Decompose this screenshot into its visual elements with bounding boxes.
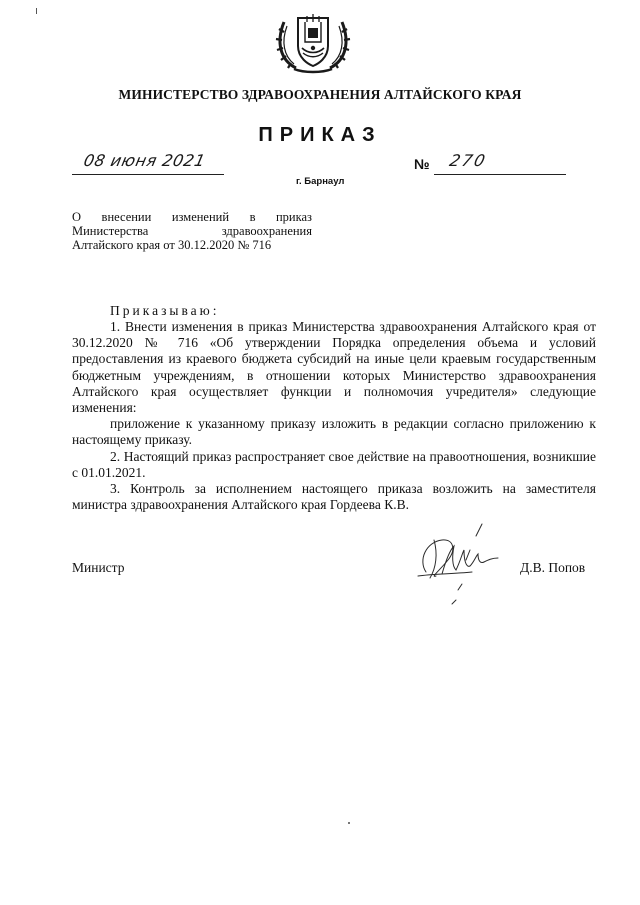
body-paragraph: 2. Настоящий приказ распространяет свое действие на правоотношения, возникшие с 01.01.2021. — [72, 448, 596, 480]
date-handwritten: 08 июня 2021 — [81, 151, 208, 170]
city-label: г. Барнаул — [296, 176, 345, 187]
subject-line: О внесении изменений в приказ — [72, 210, 312, 224]
coat-of-arms-emblem — [272, 8, 354, 74]
ministry-title: МИНИСТЕРСТВО ЗДРАВООХРАНЕНИЯ АЛТАЙСКОГО КРАЯ — [118, 87, 522, 102]
signatory-position: Министр — [72, 560, 125, 575]
number-label: № — [414, 156, 430, 172]
handwritten-signature — [412, 520, 512, 610]
order-word: Приказываю: — [110, 303, 220, 318]
body-paragraph: 3. Контроль за исполнением настоящего приказа возложить на заместителя министра здравоохранения Алтайского края Гордеева К.В. — [72, 481, 596, 513]
body-paragraph: приложение к указанному приказу изложить в редакции согласно приложению к настоящему приказу. — [72, 416, 596, 448]
subject-line: Алтайского края от 30.12.2020 № 716 — [72, 238, 272, 252]
document-body — [72, 319, 596, 513]
body-paragraph: 1. Внести изменения в приказ Министерства здравоохранения Алтайского края от 30.12.2020 № 716 «Об утверждении Порядка определения объема и условий предоставления из краевого бюджета субсидий на иные цели краевым государственным бюджетным учреждениям, в отношении которых Министерство здравоохранения Алтайского края осуществляет функции и полномочия учредителя» следующие изменения: — [72, 319, 596, 416]
document-subject — [72, 210, 312, 252]
document-type-heading: ПРИКАЗ — [258, 124, 382, 146]
scan-speck — [348, 822, 350, 824]
subject-line: Министерства здравоохранения — [72, 224, 312, 238]
scan-mark — [36, 8, 37, 14]
signatory-name: Д.В. Попов — [520, 560, 586, 575]
number-handwritten: 270 — [447, 151, 489, 170]
